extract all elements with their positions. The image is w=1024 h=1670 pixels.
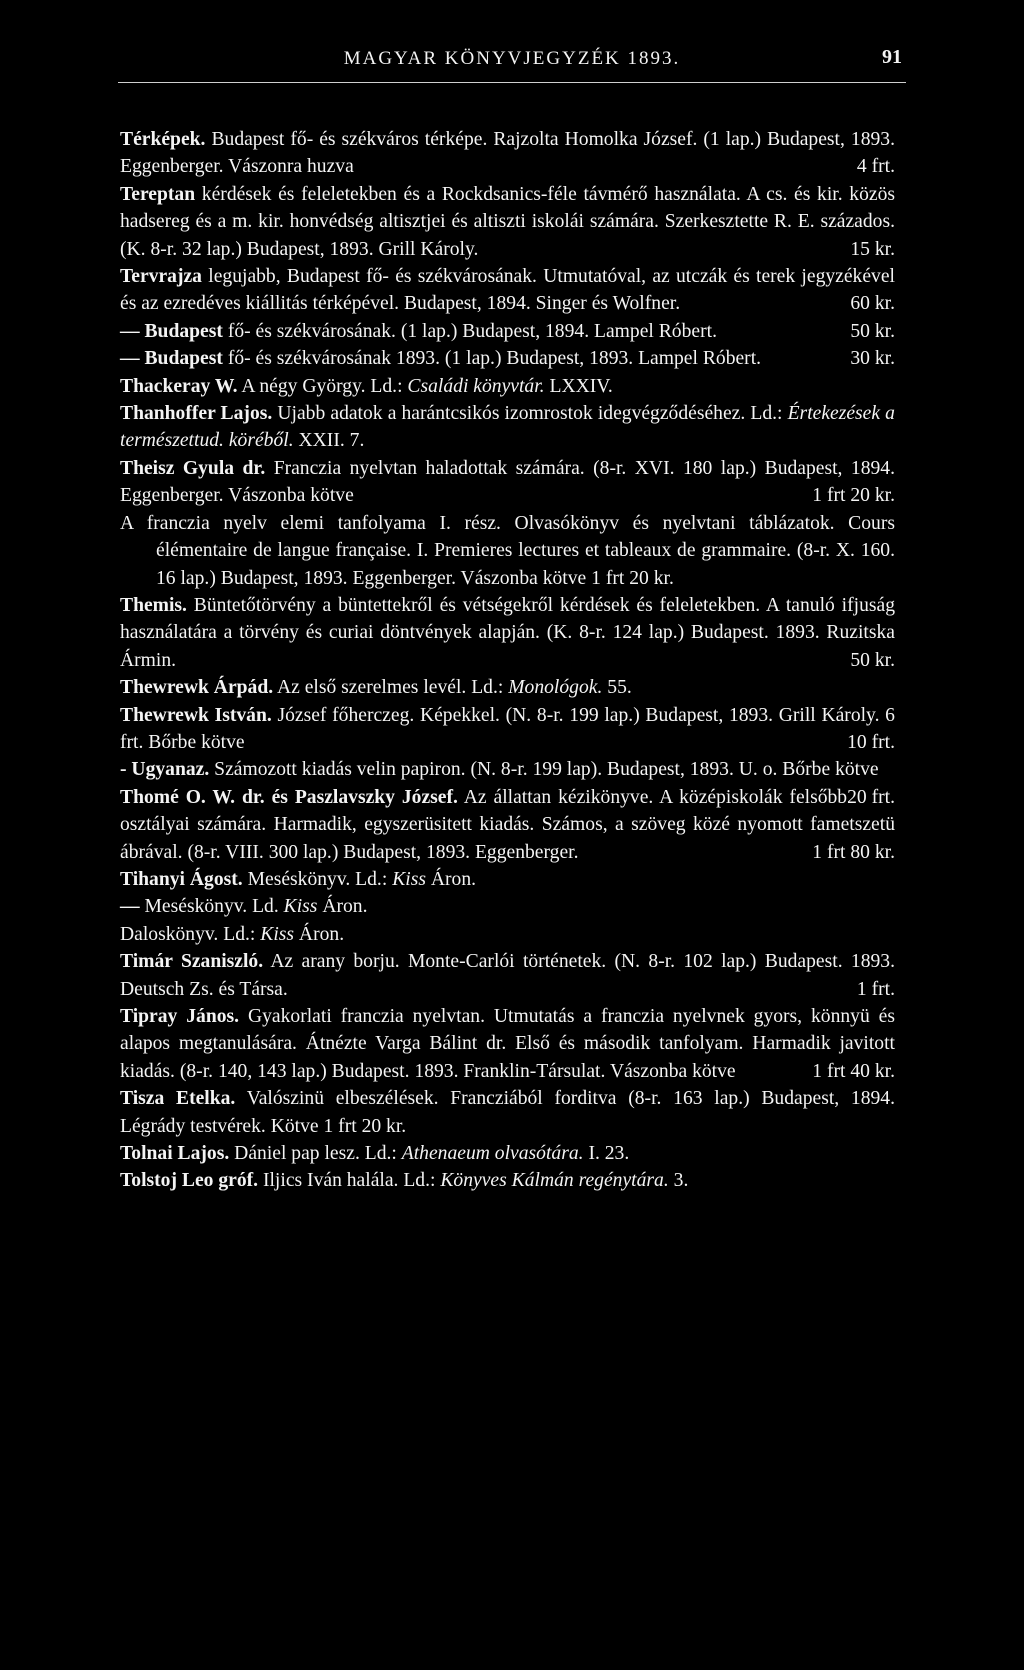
catalog-entry — [120, 674, 895, 701]
entry-text: Daloskönyv. Ld.: — [120, 923, 256, 945]
entry-text: Iljics Iván halála. Ld.: — [262, 1170, 436, 1192]
entry-volume: Áron. — [322, 896, 368, 918]
catalog-entry — [120, 1140, 895, 1167]
bibliography-entries — [120, 126, 895, 1195]
entry-text: fő- és székvárosának. (1 lap.) Budapest, 1894. Lampel Róbert. — [227, 320, 717, 342]
catalog-entry — [120, 592, 895, 674]
entry-heading: Thomé O. W. dr. és Paszlavszky József. — [120, 786, 458, 808]
entry-price: 60 kr. — [850, 293, 895, 315]
catalog-entry — [120, 126, 895, 181]
entry-heading: Tipray János. — [120, 1006, 240, 1027]
entry-text: Büntetőtörvény a büntettekről és vétségekről kérdések és feleletekben. A tanuló ifjuság használatára a törvény és curiai döntvények alapján. (K. 8-r. 124 lap.) Budapest. 1893. Ruzitska Ármin. — [120, 594, 895, 671]
entry-text: A franczia nyelv elemi tanfolyama I. rész. Olvasókönyv és nyelvtani táblázatok. Cours élémentaire de langue française. I. Premieres lectures et tableaux de grammaire. (8-r. X. 160. 16 lap.) Budapest, 1893. Eggenberger. Vászonba kötve 1 frt 20 kr. — [120, 512, 895, 589]
entry-text: Valószinü elbeszélések. Francziából forditva (8-r. 163 lap.) Budapest, 1894. Légrády testvérek. Kötve 1 frt 20 kr. — [120, 1088, 895, 1137]
entry-volume: 55. — [607, 677, 632, 699]
entry-volume: Áron. — [430, 868, 477, 890]
catalog-entry — [120, 345, 895, 372]
entry-series: Kiss — [392, 868, 426, 890]
catalog-entry — [120, 510, 895, 592]
catalog-entry — [120, 866, 895, 893]
running-header — [118, 44, 906, 76]
entry-text: legujabb, Budapest fő- és székvárosának. Utmutatóval, az utczák és terek jegyzékével és az ezredéves kiállitás térképével. Budapest, 1894. Singer és Wolfner. — [120, 266, 895, 315]
catalog-entry — [120, 1085, 895, 1140]
catalog-entry — [120, 1167, 895, 1194]
entry-price: 10 frt. — [847, 731, 895, 753]
entry-heading: Tolnai Lajos. — [120, 1143, 230, 1165]
entry-text: Az arany borju. Monte-Carlói történetek. (N. 8-r. 102 lap.) Budapest. 1893. Deutsch Zs. és Társa. — [120, 951, 895, 1000]
entry-text: Franczia nyelvtan haladottak számára. (8-r. XVI. 180 lap.) Budapest, 1894. Eggenberger. Vászonba kötve — [120, 457, 895, 507]
entry-text: Dániel pap lesz. Ld.: — [234, 1143, 397, 1165]
entry-heading: Themis. — [120, 594, 187, 616]
entry-heading: Tereptan — [120, 183, 196, 205]
entry-price: 4 frt. — [856, 156, 895, 178]
entry-text: Számozott kiadás velin papiron. (N. 8-r. 199 lap). Budapest, 1893. U. o. Bőrbe kötve — [214, 759, 879, 781]
entry-heading: Theisz Gyula dr. — [120, 457, 266, 479]
entry-heading: — Budapest — [120, 348, 223, 370]
entry-price: 1 frt 40 kr. — [812, 1060, 895, 1082]
page-number: 91 — [882, 46, 902, 68]
entry-volume: LXXIV. — [549, 375, 613, 397]
entry-text: Az első szerelmes levél. Ld.: — [276, 677, 504, 699]
entry-heading: — Budapest — [120, 320, 223, 342]
catalog-entry — [120, 1003, 895, 1085]
entry-series: Családi könyvtár. — [407, 375, 545, 397]
catalog-entry — [120, 263, 895, 318]
entry-volume: 3. — [673, 1170, 689, 1192]
entry-heading: Tihanyi Ágost. — [120, 868, 243, 890]
entry-price: 50 kr. — [850, 320, 895, 342]
entry-text: A négy György. Ld.: — [241, 375, 403, 397]
entry-series: Kiss — [260, 923, 295, 945]
entry-heading: Tervrajza — [120, 266, 202, 288]
entry-heading: Tisza Etelka. — [120, 1088, 236, 1110]
running-title: MAGYAR KÖNYVJEGYZÉK 1893. — [343, 48, 681, 69]
entry-heading: Tolstoj Leo gróf. — [120, 1170, 259, 1192]
entry-text: Ujabb adatok a harántcsikós izomrostok idegvégződéséhez. Ld.: — [277, 403, 783, 425]
catalog-entry — [120, 893, 895, 920]
catalog-entry — [120, 702, 895, 757]
entry-text: Gyakorlati franczia nyelvtan. Utmutatás a franczia nyelvnek gyors, könnyü és alapos megtanulására. Átnézte Varga Bálint dr. Első és második tanfolyam. Harmadik javitott kiadás. (8-r. 140, 143 lap.) Budapest. 1893. Franklin-Társulat. Vászonba kötve — [120, 1006, 895, 1082]
catalog-entry — [120, 318, 895, 345]
entry-text: Meséskönyv. Ld.: — [247, 868, 388, 890]
entry-text: Meséskönyv. Ld. — [144, 896, 279, 918]
entry-series: Monológok. — [508, 677, 603, 699]
entry-heading: Térképek. — [120, 129, 206, 150]
entry-price: 1 frt 20 kr. — [812, 485, 895, 507]
entry-series: Athenaeum olvasótára. — [401, 1143, 584, 1165]
entry-text: fő- és székvárosának 1893. (1 lap.) Budapest, 1893. Lampel Róbert. — [227, 348, 762, 370]
catalog-entry — [120, 455, 895, 510]
entry-heading: Timár Szaniszló. — [120, 951, 264, 973]
entry-volume: XXII. 7. — [298, 430, 365, 452]
entry-heading: Thewrewk István. — [120, 704, 272, 726]
entry-series: Kiss — [283, 896, 318, 918]
entry-heading: Thanhoffer Lajos. — [120, 403, 273, 425]
catalog-entry — [120, 948, 895, 1003]
entry-price: 20 frt. — [847, 786, 895, 808]
catalog-entry — [120, 373, 895, 400]
entry-volume: Áron. — [298, 923, 345, 945]
entry-price: 1 frt. — [856, 978, 895, 1000]
entry-price: 30 kr. — [850, 348, 895, 370]
entry-text: Az állattan kézikönyve. A középiskolák felsőbb osztályai számára. Harmadik, egyszerüsitett kiadás. Számos, a szöveg közé nyomott fametszetü ábrával. (8-r. VIII. 300 lap.) Budapest, 1893. Eggenberger. — [120, 786, 895, 863]
header-rule — [118, 82, 906, 83]
entry-text: József főherczeg. Képekkel. (N. 8-r. 199 lap.) Budapest, 1893. Grill Károly. 6 frt. Bőrbe kötve — [120, 704, 895, 753]
catalog-entry — [120, 400, 895, 455]
catalog-entry — [120, 784, 895, 866]
entry-price: 1 frt 80 kr. — [812, 841, 895, 863]
entry-price: 15 kr. — [850, 238, 895, 260]
catalog-entry — [120, 921, 895, 948]
entry-text: Budapest fő- és székváros térképe. Rajzolta Homolka József. (1 lap.) Budapest, 1893. Eggenberger. Vászonra huzva — [120, 129, 895, 178]
entry-heading: Thackeray W. — [120, 375, 238, 397]
entry-volume: I. 23. — [588, 1143, 630, 1165]
entry-heading: — — [120, 896, 140, 918]
entry-text: kérdések és feleletekben és a Rockdsanics-féle távmérő használata. A cs. és kir. közös hadsereg és a m. kir. honvédség altisztjei és altiszti iskolái számára. Szerkesztette R. E. százados. (K. 8-r. 32 lap.) Budapest, 1893. Grill Károly. — [120, 183, 895, 260]
entry-series: Értekezések a természettud. köréből. — [120, 403, 895, 452]
entry-series: Könyves Kálmán regénytára. — [440, 1170, 669, 1192]
entry-heading: Thewrewk Árpád. — [120, 677, 274, 699]
entry-price: 50 kr. — [850, 649, 895, 671]
entry-heading: - Ugyanaz. — [120, 759, 210, 781]
catalog-entry — [120, 181, 895, 263]
